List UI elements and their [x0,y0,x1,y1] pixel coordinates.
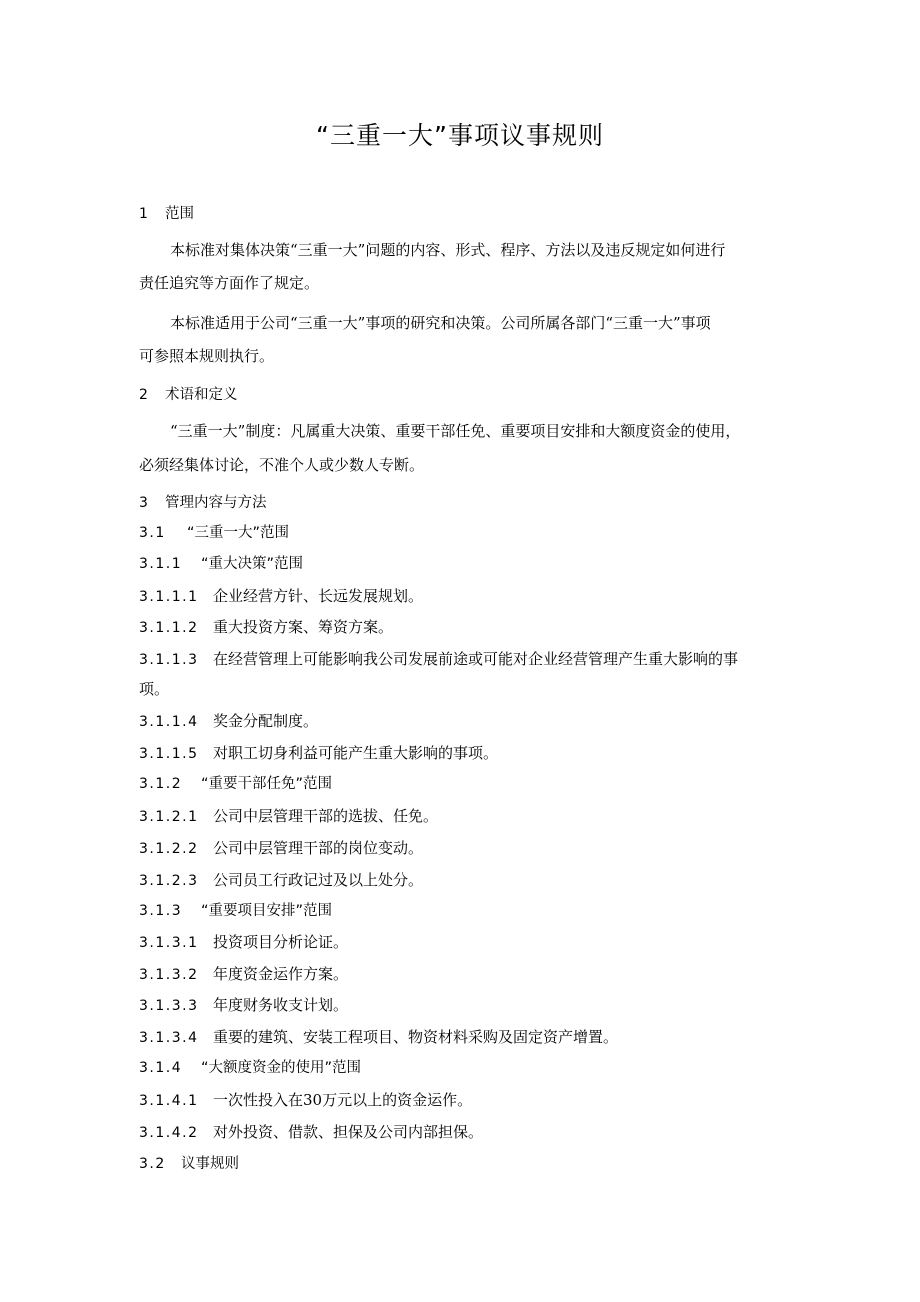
clause-3-1-3-1 [139,930,789,955]
section-title: “重要干部任免”范围 [201,776,333,792]
paragraph-line: 本标准适用于公司“三重一大”事项的研究和决策。公司所属各部门“三重一大”事项 [170,314,711,332]
clause-number: 3.1.1.5 [139,746,199,762]
section-title: 议事规则 [181,1156,239,1172]
paragraph-line: 必须经集体讨论，不准个人或少数人专断。 [139,456,425,474]
clause-3-1-3-3 [139,993,789,1018]
clause-number: 3.1.4.2 [139,1125,199,1141]
clause-number: 3.1.1.4 [139,714,199,730]
clause-text: 重大投资方案、筹资方案。 [213,618,394,636]
section-1-heading [139,202,789,226]
clause-number: 3.1.3.3 [139,998,199,1014]
clause-3-1-2-3 [139,868,789,893]
clause-3-1-1-3 [139,647,789,672]
clause-text: 奖金分配制度。 [213,712,319,730]
section-number: 3.1 [139,525,166,541]
paragraph-line: “三重一大”制度：凡属重大决策、重要干部任免、重要项目安排和大额度资金的使用， [170,422,741,440]
section-number: 3.1.2 [139,776,183,792]
clause-text: 企业经营方针、长远发展规划。 [213,587,424,605]
clause-text: 年度资金运作方案。 [213,965,349,983]
clause-number: 3.1.1.1 [139,589,199,605]
section-number: 3.1.4 [139,1060,183,1076]
section-3-1-heading [139,521,789,545]
clause-text: 公司中层管理干部的选拔、任免。 [213,807,439,825]
section-number: 3.1.1 [139,556,183,572]
section-title: 管理内容与方法 [165,495,267,511]
clause-number: 3.1.3.2 [139,967,199,983]
section-3-1-3-heading [139,899,789,923]
section-title: “大额度资金的使用”范围 [201,1060,362,1076]
clause-text: 投资项目分析论证。 [213,933,349,951]
section-number: 3.1.3 [139,903,183,919]
clause-3-1-3-2 [139,962,789,987]
clause-number: 3.1.1.3 [139,652,199,668]
clause-text: 重要的建筑、安装工程项目、物资材料采购及固定资产增置。 [213,1028,619,1046]
paragraph-line: 可参照本规则执行。 [139,347,275,365]
clause-3-1-1-5 [139,741,789,766]
clause-text: 对职工切身利益可能产生重大影响的事项。 [213,744,499,762]
section-number: 2 [139,387,150,403]
clause-number: 3.1.1.2 [139,620,199,636]
section-title: “三重一大”范围 [187,525,290,541]
clause-text: 公司中层管理干部的岗位变动。 [213,839,424,857]
clause-number: 3.1.3.1 [139,935,199,951]
section-title: “重要项目安排”范围 [201,903,333,919]
clause-text: 在经营管理上可能影响我公司发展前途或可能对企业经营管理产生重大影响的事 [213,650,739,668]
clause-3-1-4-2 [139,1120,789,1145]
clause-number: 3.1.2.1 [139,809,199,825]
clause-number: 3.1.2.2 [139,841,199,857]
page-title: “三重一大”事项议事规则 [316,121,604,150]
section-number: 3.2 [139,1156,166,1172]
clause-number: 3.1.2.3 [139,873,199,889]
clause-text: 年度财务收支计划。 [213,996,349,1014]
clause-number: 3.1.3.4 [139,1030,199,1046]
clause-3-1-4-1 [139,1088,789,1113]
clause-text: 对外投资、借款、担保及公司内部担保。 [213,1123,484,1141]
section-title: 范围 [165,206,194,222]
section-3-1-4-heading [139,1056,789,1080]
section-number: 3 [139,495,150,511]
clause-3-1-2-1 [139,804,789,829]
clause-3-1-1-2 [139,615,789,640]
clause-continuation: 项。 [139,680,170,698]
paragraph-line: 责任追究等方面作了规定。 [139,274,320,292]
section-3-2-heading [139,1152,789,1176]
clause-3-1-2-2 [139,836,789,861]
section-3-1-2-heading [139,772,789,796]
section-number: 1 [139,206,150,222]
section-title: “重大决策”范围 [201,556,304,572]
clause-text: 公司员工行政记过及以上处分。 [213,871,424,889]
section-3-heading [139,491,789,515]
clause-number: 3.1.4.1 [139,1093,199,1109]
clause-3-1-1-1 [139,584,789,609]
clause-3-1-1-4 [139,709,789,734]
section-title: 术语和定义 [165,387,238,403]
clause-3-1-3-4 [139,1025,789,1050]
section-3-1-1-heading [139,552,789,576]
clause-text: 一次性投入在30万元以上的资金运作。 [213,1091,473,1109]
section-2-heading [139,383,789,407]
paragraph-line: 本标准对集体决策“三重一大”问题的内容、形式、程序、方法以及违反规定如何进行 [170,241,726,259]
